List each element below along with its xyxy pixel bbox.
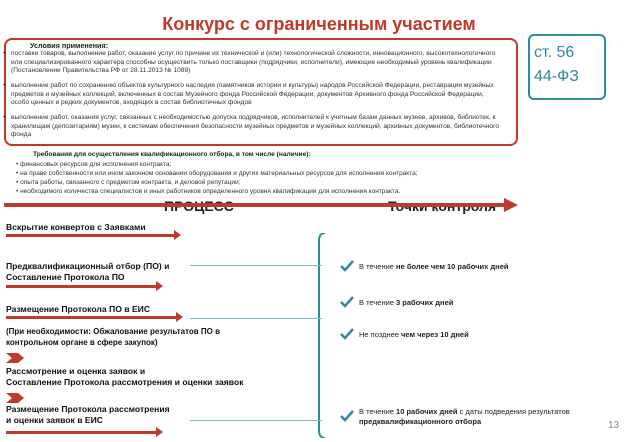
- control-point-3: [359, 330, 469, 340]
- process-step-6-line1: Размещение Протокола рассмотрения: [6, 404, 170, 414]
- process-step-5-chevron-icon: [6, 393, 24, 403]
- page-title: Конкурс с ограниченным участием: [162, 14, 476, 34]
- process-step-3: [6, 304, 150, 315]
- control-point-3-prefix: Не позднее: [359, 330, 402, 339]
- check-icon: [339, 408, 355, 424]
- connector-line-3: [190, 420, 322, 421]
- conditions-item-3-text: выполнение работ, оказания услуг, связанных с необходимостью допуска подрядчиков, исполнителей к учетным базам данных музеев, архивов, библиотек, к хранилищам (депозитариям) музеи, к системам обеспечения безопасности музейных предметов и музейных коллекций, архивных документов, библиотечного фонда: [11, 114, 499, 138]
- process-step-2-arrow-icon: [156, 281, 163, 291]
- control-point-2-prefix: В течение: [359, 298, 397, 307]
- process-step-6-bar: [6, 431, 156, 434]
- process-step-4-line2: контрольном органе в сфере закупок): [6, 338, 158, 347]
- conditions-item-2-text: выполнение работ по сохранению объектов культурного наследия (памятников истории и культуры) народов Российской Федерации, реставрации музейных предметов и музейных коллекций, включенных в состав Музейного фонда Российской Федерации, документов Архивного фонда Российской Федерации, особо ценных и редких документов, входящих в состав библиотечных фондов: [11, 82, 494, 106]
- requirements-item-4-text: необходимого количества специалистов и иных работников определенного уровня квалификации для исполнения контракта.: [20, 188, 401, 195]
- process-step-4: [6, 326, 220, 348]
- bullet-icon: •: [3, 114, 6, 121]
- control-point-4-bold: 10 рабочих дней: [396, 407, 458, 416]
- process-step-1-arrow-icon: [174, 230, 181, 240]
- process-step-2-bar: [6, 285, 156, 288]
- conditions-item-2: [3, 82, 503, 108]
- process-step-5-line2: Составление Протокола рассмотрения и оценки заявок: [6, 377, 244, 387]
- process-step-1-line1: Вскрытие конвертов с Заявками: [6, 222, 146, 232]
- process-step-2-line2: Составление Протокола ПО: [6, 272, 125, 282]
- requirements-item-2: • на праве собственности или ином законном основании оборудования и других материальных ресурсов для исполнения контракта;: [16, 170, 418, 177]
- control-point-4: [359, 407, 570, 427]
- process-step-3-bar: [6, 316, 176, 319]
- control-point-1: [359, 262, 509, 272]
- control-point-3-bold: чем через 10 дней: [401, 330, 469, 339]
- control-point-4-prefix: В течение: [359, 407, 397, 416]
- conditions-item-1: [3, 50, 503, 76]
- conditions-heading: Условия применения:: [30, 41, 109, 50]
- process-step-6-arrow-icon: [156, 427, 163, 437]
- control-point-4-line2: предквалификационного отбора: [359, 417, 482, 426]
- requirements-item-3: • опыта работы, связанного с предметом контракта, и деловой репутации;: [16, 179, 241, 186]
- process-step-5: [6, 366, 244, 388]
- requirements-item-4: • необходимого количества специалистов и иных работников определенного уровня квалификации для исполнения контракта.: [16, 188, 401, 195]
- check-icon: [339, 326, 355, 342]
- process-step-3-line1: Размещение Протокола ПО в ЕИС: [6, 304, 151, 314]
- process-step-1-bar: [6, 234, 174, 237]
- process-step-3-arrow-icon: [176, 312, 183, 322]
- section-divider-arrow: [4, 198, 518, 212]
- requirements-heading: Требования для осуществления квалификационного отбора, в том числе (наличие):: [33, 151, 311, 158]
- article-law: 44-ФЗ: [534, 68, 579, 85]
- requirements-item-1-text: финансовых ресурсов для исполнения контракта;: [20, 161, 172, 168]
- bullet-icon: •: [3, 82, 6, 89]
- control-point-2-bold: 3 рабочих дней: [396, 298, 454, 307]
- article-number: ст. 56: [534, 44, 575, 61]
- control-point-2: [359, 298, 453, 308]
- control-point-1-bold: не более чем 10 рабочих дней: [396, 262, 509, 271]
- process-step-4-chevron-icon: [6, 353, 24, 363]
- connector-line-2: [190, 318, 322, 319]
- process-step-6-line2: и оценки заявок в ЕИС: [6, 415, 103, 425]
- process-step-2: [6, 261, 169, 283]
- requirements-item-1: • финансовых ресурсов для исполнения контракта;: [16, 161, 172, 168]
- process-step-5-line1: Рассмотрение и оценка заявок и: [6, 366, 146, 376]
- control-point-4-suffix: с даты подведения результатов: [457, 407, 570, 416]
- check-icon: [339, 258, 355, 274]
- requirements-item-3-text: опыта работы, связанного с предметом контракта, и деловой репутации;: [20, 179, 241, 186]
- requirements-item-2-text: на праве собственности или ином законном основании оборудования и других материальных ресурсов для исполнения контракта;: [20, 170, 418, 177]
- timeline-bracket: [317, 233, 325, 438]
- conditions-item-3: [3, 114, 503, 140]
- page-number: 13: [608, 420, 620, 431]
- control-point-1-prefix: В течение: [359, 262, 397, 271]
- process-step-1: [6, 222, 146, 233]
- process-step-4-line1: (При необходимости: Обжалование результатов ПО в: [6, 327, 221, 336]
- process-step-2-line1: Предквалификационный отбор (ПО) и: [6, 261, 170, 271]
- connector-line-1: [190, 265, 322, 266]
- process-step-6: [6, 404, 170, 426]
- check-icon: [339, 294, 355, 310]
- bullet-icon: •: [3, 50, 6, 57]
- conditions-item-1-text: поставки товаров, выполнение работ, оказание услуг по причине их технической и (или) технологической сложности, инновационного, высокотехнологичного или специализированного характера способны осуществить только поставщики (подрядчики, исполнители), имеющие необходимый уровень квалификации (Постановление Правительства РФ от 28.11.2013 № 1089): [11, 50, 496, 74]
